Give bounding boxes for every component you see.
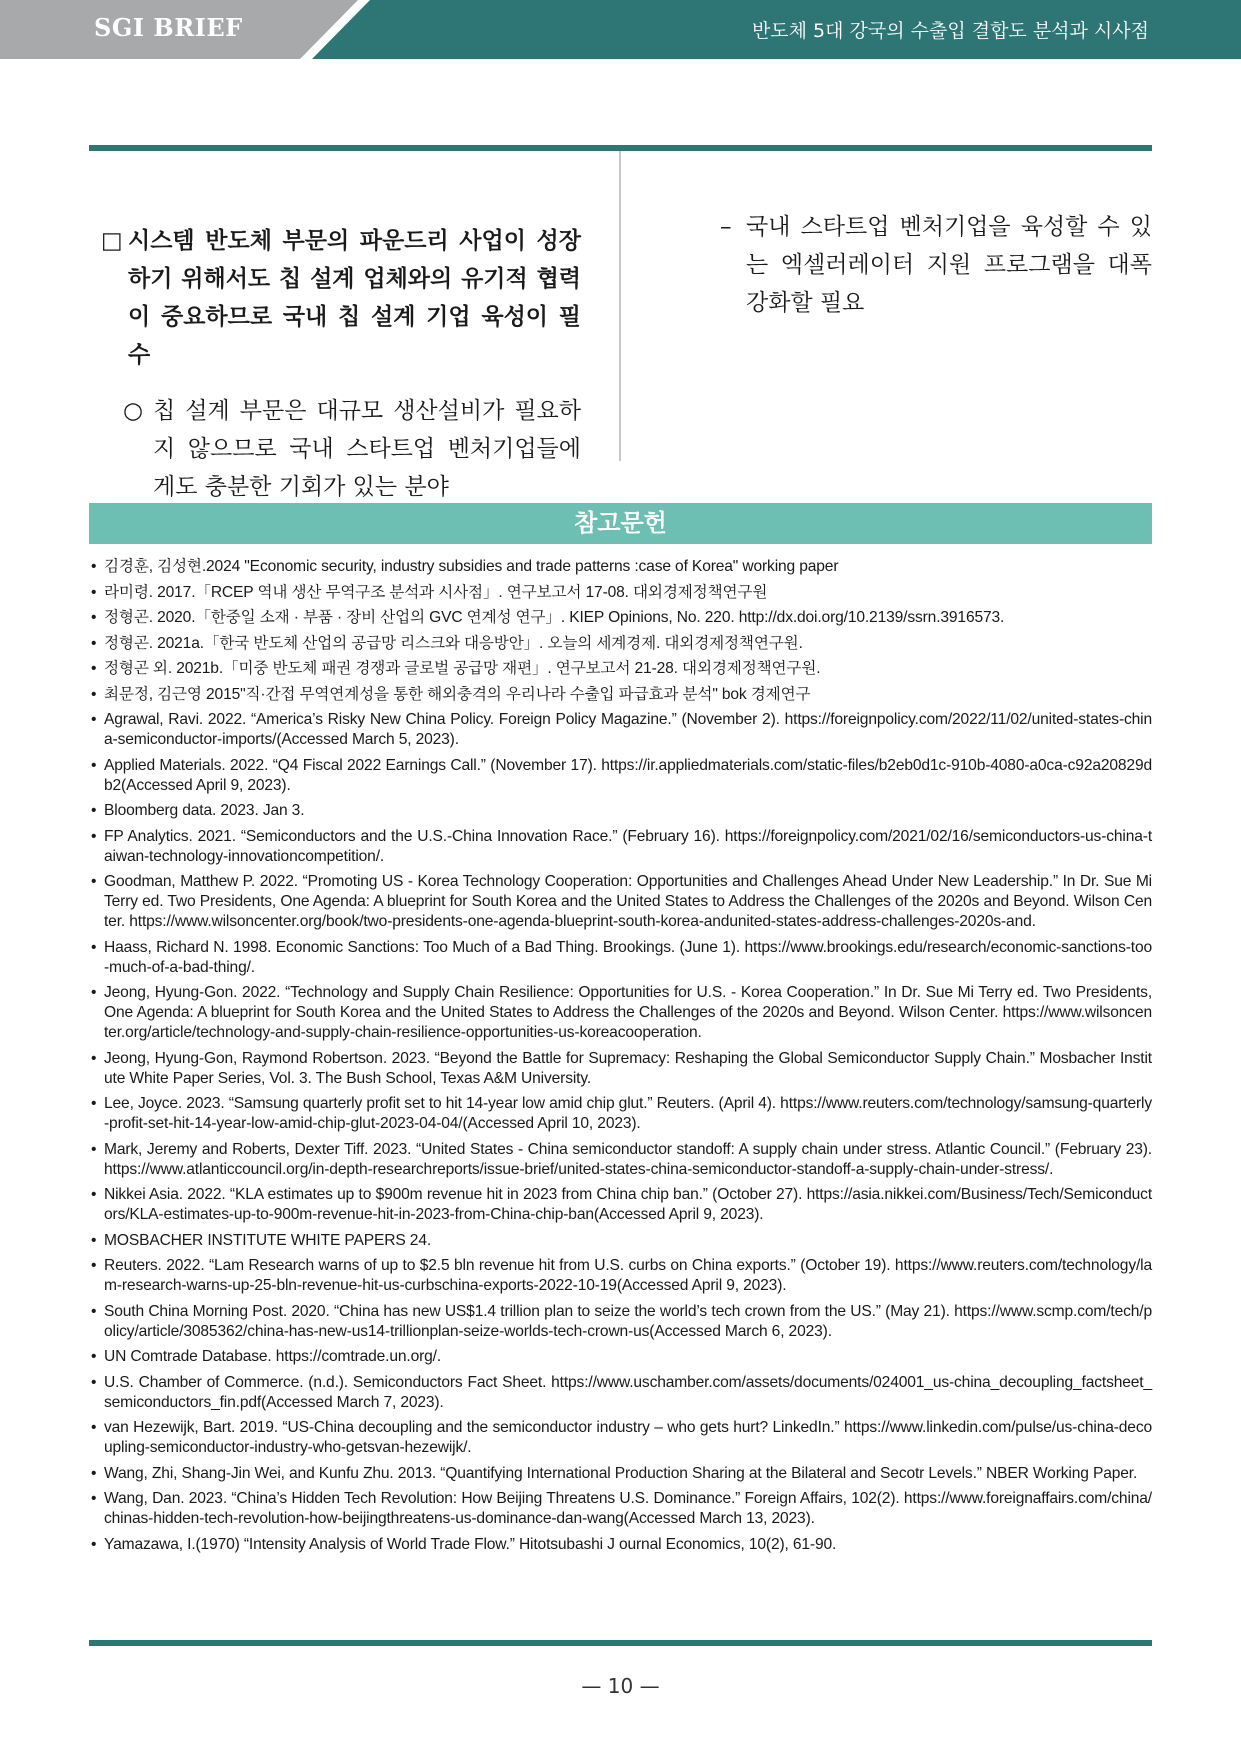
page-header — [0, 0, 1241, 59]
circle-bullet-icon: ○ — [123, 398, 144, 424]
reference-item — [91, 1049, 1152, 1089]
reference-text: Bloomberg data. 2023. Jan 3. — [104, 802, 305, 819]
left-column — [101, 222, 581, 506]
bullet-dot-icon: • — [91, 685, 97, 703]
bullet-dot-icon: • — [91, 660, 97, 677]
bullet-dot-icon: • — [91, 558, 97, 575]
main-point — [101, 222, 581, 374]
bullet-dot-icon: • — [91, 1490, 97, 1507]
reference-item — [91, 1140, 1152, 1180]
reference-item — [91, 938, 1152, 978]
column-divider — [619, 151, 621, 461]
right-column — [720, 208, 1152, 322]
reference-item — [91, 583, 1152, 603]
bullet-dot-icon: • — [91, 756, 97, 774]
bottom-divider-rule — [89, 1640, 1152, 1646]
reference-text: 김경훈, 김성현.2024 "Economic security, industry subsidies and trade patterns :case of Korea" working paper — [104, 558, 839, 575]
sub-point — [101, 392, 581, 506]
reference-text: MOSBACHER INSTITUTE WHITE PAPERS 24. — [104, 1231, 432, 1249]
reference-text: Goodman, Matthew P. 2022. “Promoting US - Korea Technology Cooperation: Opportunities and Challenges Ahead Under New Leadership.” In Dr. Sue Mi Terry ed. Two Presidents, One Agenda: A blueprint for South Korea and the United States to Address the Challenges of the 2020s and Beyond. Wilson Center. https://www.wilsoncenter.org/book/two-presidents-one-agenda-blueprint-south-korea-andunited-states-address-challenges-2020s-and. — [104, 873, 1152, 930]
bullet-dot-icon: • — [91, 827, 97, 845]
bullet-dot-icon: • — [91, 1095, 97, 1112]
bullet-dot-icon: • — [91, 1302, 97, 1320]
bullet-dot-icon: • — [91, 609, 97, 626]
reference-text: UN Comtrade Database. https://comtrade.un.org/. — [104, 1348, 442, 1365]
bullet-dot-icon: • — [91, 1231, 97, 1249]
reference-item — [91, 1464, 1152, 1484]
page-number: — 10 — — [581, 1674, 660, 1698]
reference-text: U.S. Chamber of Commerce. (n.d.). Semiconductors Fact Sheet. https://www.uschamber.com/assets/documents/024001_us-china_decoupling_factsheet_semiconductors_fin.pdf(Accessed March 7, 2023). — [104, 1373, 1152, 1411]
reference-text: Reuters. 2022. “Lam Research warns of up to $2.5 bln revenue hit from U.S. curbs on China exports.” (October 19). https://www.reuters.com/technology/lam-research-warns-up-25-bln-revenue-hit-us-curbschina-exports-2022-10-19(Accessed April 9, 2023). — [104, 1257, 1152, 1294]
bullet-dot-icon: • — [91, 1535, 97, 1553]
reference-item — [91, 1094, 1152, 1134]
main-point-text: 시스템 반도체 부문의 파운드리 사업이 성장하기 위해서도 칩 설계 업체와의 유기적 협력이 중요하므로 국내 칩 설계 기업 육성이 필수 — [128, 228, 581, 368]
reference-item — [91, 1373, 1152, 1413]
reference-item — [91, 1256, 1152, 1296]
square-bullet-icon: □ — [101, 228, 123, 254]
bullet-dot-icon: • — [91, 1186, 97, 1203]
reference-text: Jeong, Hyung-Gon, Raymond Robertson. 2023. “Beyond the Battle for Supremacy: Reshaping the Global Semiconductor Supply Chain.” Mosbacher Institute White Paper Series, Vol. 3. The Bush School, Texas A&M University. — [104, 1049, 1152, 1087]
reference-text: Jeong, Hyung-Gon. 2022. “Technology and Supply Chain Resilience: Opportunities for U.S. - Korea Cooperation.” In Dr. Sue Mi Terry ed. Two Presidents, One Agenda: A blueprint for South Korea and the United States to Address the Challenges of the 2020s and Beyond. Wilson Center. https://www.wilsoncenter.org/article/technology-and-supply-chain-resilience-opportunities-us-koreacooperation. — [104, 984, 1152, 1041]
bullet-dot-icon: • — [91, 583, 97, 601]
reference-item — [91, 756, 1152, 796]
bullet-dot-icon: • — [91, 1140, 97, 1158]
reference-text: van Hezewijk, Bart. 2019. “US-China decoupling and the semiconductor industry – who gets hurt? LinkedIn.” https://www.linkedin.com/pulse/us-china-decoupling-semiconductor-industry-who-getsvan-hezewijk/. — [104, 1419, 1152, 1456]
bullet-dot-icon: • — [91, 1348, 97, 1365]
bullet-dot-icon: • — [91, 873, 97, 890]
reference-text: South China Morning Post. 2020. “China has new US$1.4 trillion plan to seize the world’s tech crown from the US.” (May 21). https://www.scmp.com/tech/policy/article/3085362/china-has-new-us14-trillionplan-seize-worlds-tech-crown-us(Accessed March 6, 2023). — [104, 1302, 1152, 1340]
reference-text: FP Analytics. 2021. “Semiconductors and the U.S.-China Innovation Race.” (February 16). https://foreignpolicy.com/2021/02/16/semiconductors-us-china-taiwan-technology-innovationcompetition/. — [104, 827, 1152, 865]
bullet-dot-icon: • — [91, 1257, 97, 1274]
bullet-dot-icon: • — [91, 1464, 97, 1482]
reference-item — [91, 1347, 1152, 1367]
reference-item — [91, 634, 1152, 654]
reference-item — [91, 659, 1152, 679]
reference-text: 정형곤. 2021a.「한국 반도체 산업의 공급망 리스크와 대응방안」. 오늘의 세계경제. 대외경제정책연구원. — [104, 634, 803, 652]
bullet-dot-icon: • — [91, 634, 97, 652]
document-title: 반도체 5대 강국의 수출입 결합도 분석과 시사점 — [751, 20, 1149, 42]
reference-text: Applied Materials. 2022. “Q4 Fiscal 2022 Earnings Call.” (November 17). https://ir.appliedmaterials.com/static-files/b2eb0d1c-910b-4080-a0ca-c92a20829db2(Accessed April 9, 2023). — [104, 756, 1152, 794]
reference-item — [91, 1185, 1152, 1225]
reference-text: Mark, Jeremy and Roberts, Dexter Tiff. 2023. “United States - China semiconductor standoff: A supply chain under stress. Atlantic Council.” (February 23). https://www.atlanticcouncil.org/in-depth-researchreports/issue-brief/united-states-china-semiconductor-standoff-a-supply-chain-under-stress/. — [104, 1140, 1152, 1178]
reference-item — [91, 1489, 1152, 1529]
references-list — [91, 557, 1152, 1560]
bullet-dot-icon: • — [91, 984, 97, 1001]
references-heading: 참고문헌 — [89, 503, 1152, 544]
bullet-dot-icon: • — [91, 938, 97, 956]
reference-text: 최문정, 김근영 2015"직·간접 무역연계성을 통한 해외충격의 우리나라 수출입 파급효과 분석" bok 경제연구 — [104, 685, 811, 703]
reference-text: Haass, Richard N. 1998. Economic Sanctions: Too Much of a Bad Thing. Brookings. (June 1). https://www.brookings.edu/research/economic-sanctions-too-much-of-a-bad-thing/. — [104, 938, 1152, 976]
reference-item — [91, 827, 1152, 867]
reference-text: Yamazawa, I.(1970) “Intensity Analysis of World Trade Flow.” Hitotsubashi J ournal Economics, 10(2), 61-90. — [104, 1535, 837, 1553]
bullet-dot-icon: • — [91, 1419, 97, 1436]
dash-point-text: 국내 스타트업 벤처기업을 육성할 수 있는 엑셀러레이터 지원 프로그램을 대폭 강화할 필요 — [746, 214, 1152, 316]
reference-item — [91, 801, 1152, 821]
dash-point — [720, 208, 1152, 322]
reference-text: Lee, Joyce. 2023. “Samsung quarterly profit set to hit 14-year low amid chip glut.” Reuters. (April 4). https://www.reuters.com/technology/samsung-quarterly-profit-set-hit-14-year-low-amid-chip-glut-2023-04-04/(Accessed April 10, 2023). — [104, 1095, 1152, 1132]
bullet-dot-icon: • — [91, 1373, 97, 1391]
reference-text: 라미령. 2017.「RCEP 역내 생산 무역구조 분석과 시사점」. 연구보고서 17-08. 대외경제정책연구원 — [104, 583, 768, 601]
reference-text: Wang, Dan. 2023. “China’s Hidden Tech Revolution: How Beijing Threatens U.S. Dominance.” Foreign Affairs, 102(2). https://www.foreignaffairs.com/china/chinas-hidden-tech-revolution-how-beijingthreatens-us-dominance-dan-wang(Accessed March 13, 2023). — [104, 1490, 1152, 1527]
reference-text: Wang, Zhi, Shang-Jin Wei, and Kunfu Zhu. 2013. “Quantifying International Production Sharing at the Bilateral and Secotr Levels.” NBER Working Paper. — [104, 1464, 1138, 1482]
sub-point-text: 칩 설계 부문은 대규모 생산설비가 필요하지 않으므로 국내 스타트업 벤처기업들에게도 충분한 기회가 있는 분야 — [153, 398, 581, 500]
reference-item — [91, 1535, 1152, 1555]
reference-item — [91, 1418, 1152, 1458]
bullet-dot-icon: • — [91, 711, 97, 728]
reference-text: 정형곤. 2020.「한중일 소재 · 부품 · 장비 산업의 GVC 연계성 연구」. KIEP Opinions, No. 220. http://dx.doi.org/10.2139/ssrn.3916573. — [104, 609, 1005, 626]
reference-item — [91, 872, 1152, 932]
reference-text: 정형곤 외. 2021b.「미중 반도체 패권 경쟁과 글로벌 공급망 재편」. 연구보고서 21-28. 대외경제정책연구원. — [104, 660, 821, 677]
reference-item — [91, 983, 1152, 1043]
bullet-dot-icon: • — [91, 1049, 97, 1067]
brand-title: SGI BRIEF — [94, 13, 243, 42]
dash-bullet-icon: – — [720, 214, 732, 240]
reference-text: Nikkei Asia. 2022. “KLA estimates up to $900m revenue hit in 2023 from China chip ban.” (October 27). https://asia.nikkei.com/Business/Tech/Semiconductors/KLA-estimates-up-to-900m-revenue-hit-in-2023-from-China-chip-ban(Accessed April 9, 2023). — [104, 1186, 1152, 1223]
bullet-dot-icon: • — [91, 802, 97, 819]
reference-item — [91, 1231, 1152, 1251]
reference-item — [91, 710, 1152, 750]
reference-item — [91, 685, 1152, 705]
reference-item — [91, 1302, 1152, 1342]
reference-text: Agrawal, Ravi. 2022. “America’s Risky New China Policy. Foreign Policy Magazine.” (November 2). https://foreignpolicy.com/2022/11/02/united-states-china-semiconductor-imports/(Accessed March 5, 2023). — [104, 711, 1152, 748]
reference-item — [91, 557, 1152, 577]
reference-item — [91, 608, 1152, 628]
